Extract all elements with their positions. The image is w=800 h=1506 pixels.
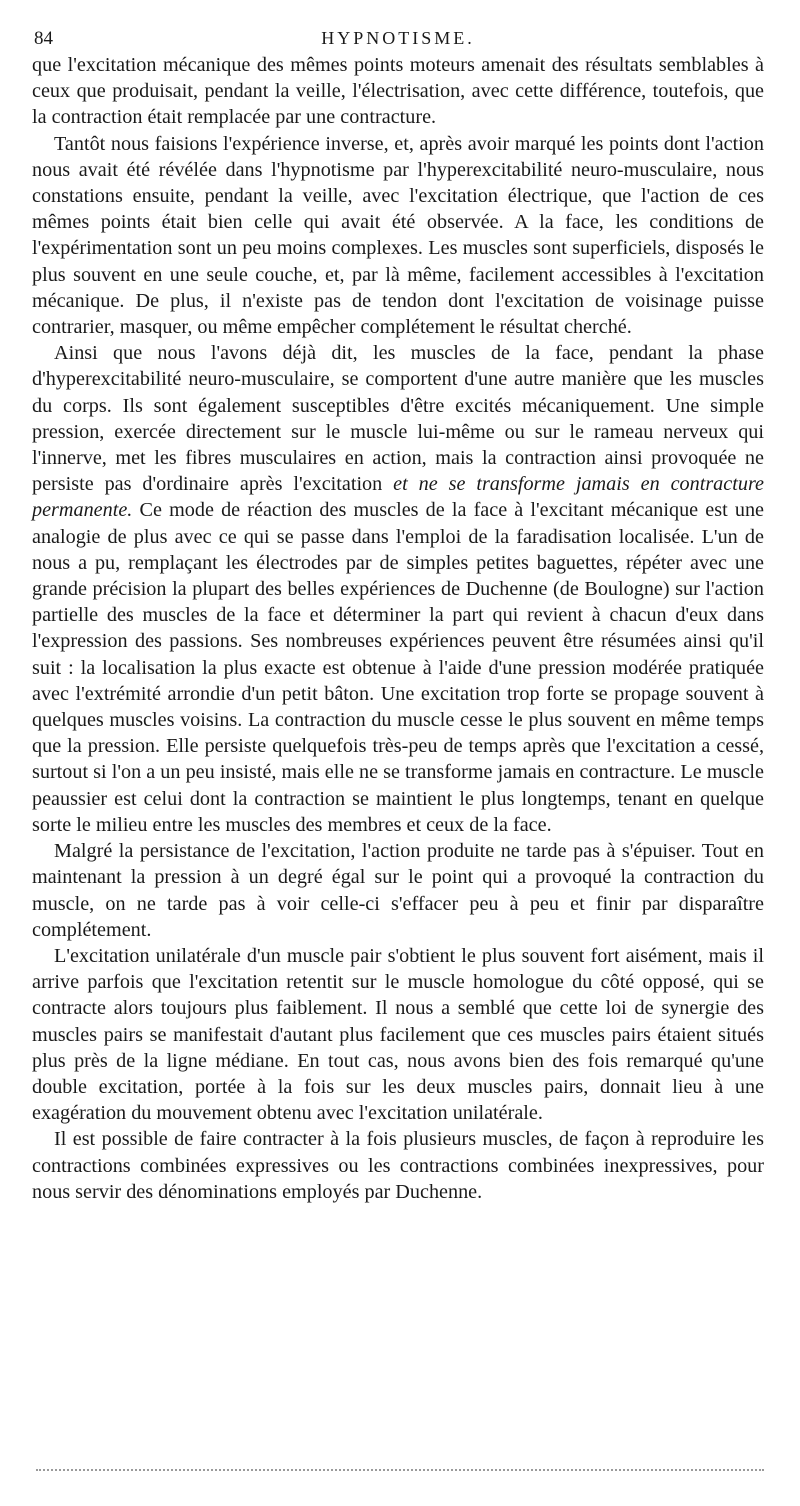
paragraph-6 xyxy=(32,1126,764,1205)
paragraph-1 xyxy=(32,52,764,131)
page-header xyxy=(32,22,764,52)
running-title: HYPNOTISME. xyxy=(321,28,475,48)
page-number: 84 xyxy=(34,28,53,49)
paragraph-3-text-start: Ainsi que nous l'avons déjà dit, les muscles de la face, pendant la phase d'hyperexcitabilité neuro-musculaire, se comportent d'une autre manière que les muscles du corps. Ils sont également susceptibles d'être excités mécaniquement. Une simple pression, exercée directement sur le muscle lui-même ou sur le rameau nerveux qui l'innerve, met les fibres musculaires en action, mais la contraction ainsi provoquée ne persiste pas d'ordinaire après l'excitation xyxy=(32,342,764,496)
footer-dotted-rule xyxy=(36,1469,764,1471)
paragraph-4 xyxy=(32,838,764,943)
paragraph-3-italic-phrase: et ne se transforme jamais en contracture permanente. xyxy=(32,473,765,522)
document-page xyxy=(32,22,764,1205)
paragraph-3-text-end: Ce mode de réaction des muscles de la face à l'excitant mécanique est une analogie de plus avec ce qui se passe dans l'emploi de la faradisation localisée. L'un de nous a pu, remplaçant les électrodes par de simples petites baguettes, répéter avec une grande précision la plupart des belles expériences de Duchenne (de Boulogne) sur l'action partielle des muscles de la face et déterminer la part qui revient à chacun d'eux dans l'expression des passions. Ses nombreuses expériences peuvent être résumées ainsi qu'il suit : la localisation la plus exacte est obtenue à l'aide d'une pression modérée pratiquée avec l'extrémité arrondie d'un petit bâton. Une excitation trop forte se propage souvent à quelques muscles voisins. La contraction du muscle cesse le plus souvent en même temps que la pression. Elle persiste quelquefois très-peu de temps après que l'excitation a cessé, surtout si l'on a un peu insisté, mais elle ne se transforme jamais en contracture. Le muscle peaussier est celui dont la contraction se maintient le plus longtemps, tenant en quelque sorte le milieu entre les muscles des membres et ceux de la face. xyxy=(32,499,764,836)
paragraph-1-text: que l'excitation mécanique des mêmes points moteurs amenait des résultats semblables à ceux que produisait, pendant la veille, l'électrisation, avec cette différence, toutefois, que la contraction était remplacée par une contracture. xyxy=(32,54,764,129)
paragraph-5-text: L'excitation unilatérale d'un muscle pair s'obtient le plus souvent fort aisément, mais il arrive parfois que l'excitation retentit sur le muscle homologue du côté opposé, qui se contracte alors toujours plus faiblement. Il nous a semblé que cette loi de synergie des muscles pairs se manifestait d'autant plus facilement que ces muscles pairs étaient situés plus près de la ligne médiane. En tout cas, nous avons bien des fois remarqué qu'une double excitation, portée à la fois sur les deux muscles pairs, donnait lieu à une exagération du mouvement obtenu avec l'excitation unilatérale. xyxy=(32,944,764,1125)
paragraph-2-text: Tantôt nous faisions l'expérience inverse, et, après avoir marqué les points dont l'action nous avait été révélée dans l'hypnotisme par l'hyperexcitabilité neuro-musculaire, nous constations ensuite, pendant la veille, avec l'excitation électrique, que l'action de ces mêmes points était bien celle qui avait été observée. A la face, les conditions de l'expérimentation sont un peu moins complexes. Les muscles sont superficiels, disposés le plus souvent en une seule couche, et, par là même, facilement accessibles à l'excitation mécanique. De plus, il n'existe pas de tendon dont l'excitation de voisinage puisse contrarier, masquer, ou même empêcher complétement le résultat cherché. xyxy=(32,132,764,339)
paragraph-3 xyxy=(32,340,764,838)
paragraph-5 xyxy=(32,943,764,1126)
body-text xyxy=(32,52,764,1205)
paragraph-4-text: Malgré la persistance de l'excitation, l'action produite ne tarde pas à s'épuiser. Tout en maintenant la pression à un degré égal sur le point qui a provoqué la contraction du muscle, on ne tarde pas à voir celle-ci s'effacer peu à peu et finir par disparaître complétement. xyxy=(32,840,764,941)
paragraph-2 xyxy=(32,131,764,341)
paragraph-6-text: Il est possible de faire contracter à la fois plusieurs muscles, de façon à reproduire les contractions combinées expressives ou les contractions combinées inexpressives, pour nous servir des dénominations employés par Duchenne. xyxy=(32,1128,764,1203)
